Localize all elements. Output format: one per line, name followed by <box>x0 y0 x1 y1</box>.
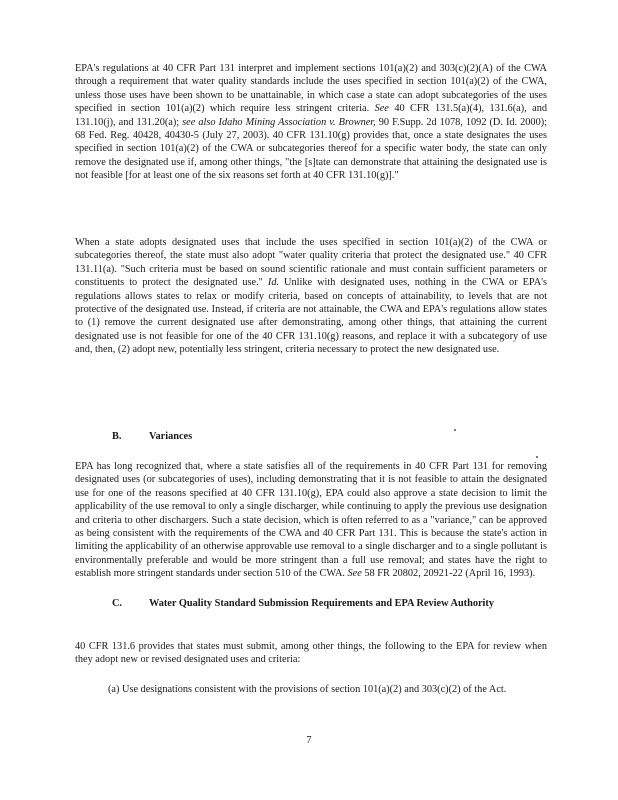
paragraph-variances: EPA has long recognized that, where a state satisfies all of the requirements in 40 CFR Part 131 for removing designated uses (or subcategories of uses), including demonstrating that it is not feasible to attain the designated use for one of the reasons specified at 40 CFR 131.10(g), EPA could also approve a state decision to limit the applicability of the use removal to only a single discharger, while continuing to apply the previous use designation and criteria to other dischargers. Such a state decision, which is often referred to as a "variance," can be approved as being consistent with the requirements of the CWA and 40 CFR Part 131. This is because the state's action in limiting the applicability of an otherwise approvable use removal to a single discharger and to a single pollutant is environmentally preferable and would be more stringent than a full use removal; and states have the right to establish more stringent standards under section 510 of the CWA. See 58 FR 20802, 20921-22 (April 16, 1993). <box>75 461 547 580</box>
section-heading-submission: C. Water Quality Standard Submission Requirements and EPA Review Authority <box>112 598 494 609</box>
paragraph-regulations: EPA's regulations at 40 CFR Part 131 interpret and implement sections 101(a)(2) and 303(c)(2)(A) of the CWA through a requirement that water quality standards include the uses specified in section 101(a)(2) of the CWA, unless those uses have been shown to be unattainable, in which case a state can adopt subcategories of the uses specified in section 101(a)(2) which require less stringent criteria. See 40 CFR 131.5(a)(4), 131.6(a), and 131.10(j), and 131.20(a); see also Idaho Mining Association v. Browner, 90 F.Supp. 2d 1078, 1092 (D. Id. 2000); 68 Fed. Reg. 40428, 40430-5 (July 27, 2003). 40 CFR 131.10(g) provides that, once a state designates the uses specified in section 101(a)(2) of the CWA or subcategories thereof for a specific water body, the state can only remove the designated use if, among other things, "the [s]tate can demonstrate that attaining the designated use is not feasible [for at least one of the six reasons set forth at 40 CFR 131.10(g)]." <box>75 63 548 182</box>
paragraph-criteria: When a state adopts designated uses that include the uses specified in section 101(a)(2) of the CWA or subcategories thereof, the state must also adopt "water quality criteria that protect the designated use." 40 CFR 131.11(a). "Such criteria must be based on sound scientific rationale and must contain sufficient parameters or constituents to protect the designated use." Id. Unlike with designated uses, nothing in the CWA or EPA's regulations allows states to relax or modify criteria, based on concepts of attainability, to levels that are not protective of the designated use. Instead, if criteria are not attainable, the CWA and EPA's regulations allow states to (1) remove the current designated use after demonstrating, among other things, that attaining the current designated use is not feasible for one of the 40 CFR 131.10(g) reasons, and replace it with a subcategory of use and, then, (2) adopt new, potentially less stringent, criteria necessary to protect the new designated use. <box>75 237 547 356</box>
paragraph-submission: 40 CFR 131.6 provides that states must submit, among other things, the following to the EPA for review when they adopt new or revised designated uses and criteria: <box>75 641 547 666</box>
scan-speck <box>536 456 538 458</box>
list-item-a: (a) Use designations consistent with the provisions of section 101(a)(2) and 303(c)(2) of the Act. <box>108 684 507 695</box>
page-number: 7 <box>306 735 312 746</box>
section-heading-variances: B. Variances <box>112 431 193 442</box>
scan-speck <box>454 429 456 431</box>
